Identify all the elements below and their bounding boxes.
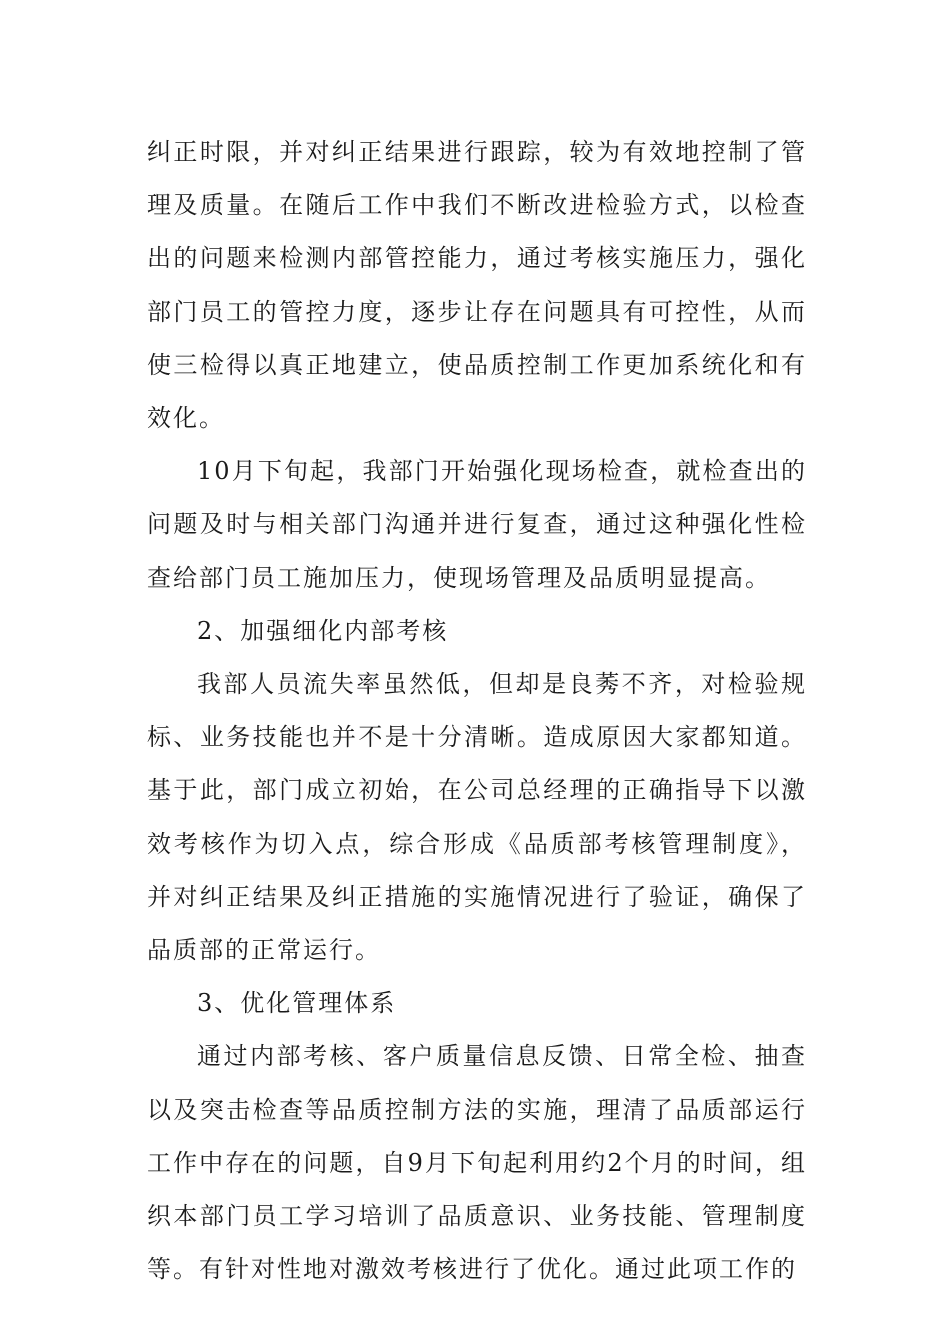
section-heading-management-system: 3、优化管理体系: [197, 989, 397, 1018]
document-page: [147, 126, 807, 1296]
paragraph-assessment-system: 我部人员流失率虽然低，但却是良莠不齐，对检验规标、业务技能也并不是十分清晰。造成原因大家都知道。基于此，部门成立初始，在公司总经理的正确指导下以激效考核作为切入点，综合形成《品质部考核管理制度》，并对纠正结果及纠正措施的实施情况进行了验证，确保了品质部的正常运行。: [147, 670, 807, 965]
paragraph-october-site-inspection: 10月下旬起，我部门开始强化现场检查，就检查出的问题及时与相关部门沟通并进行复查，通过这种强化性检查给部门员工施加压力，使现场管理及品质明显提高。: [147, 457, 807, 592]
paragraph-management-optimization: 通过内部考核、客户质量信息反馈、日常全检、抽查以及突击检查等品质控制方法的实施，理清了品质部运行工作中存在的问题，自9月下旬起利用约2个月的时间，组织本部门员工学习培训了品质意识、业务技能、管理制度等。有针对性地对激效考核进行了优化。通过此项工作的: [147, 1042, 807, 1284]
section-heading-internal-assessment: 2、加强细化内部考核: [197, 616, 449, 645]
paragraph-continued-corrective-control: 纠正时限，并对纠正结果进行跟踪，较为有效地控制了管理及质量。在随后工作中我们不断改进检验方式，以检查出的问题来检测内部管控能力，通过考核实施压力，强化部门员工的管控力度，逐步让存在问题具有可控性，从而使三检得以真正地建立，使品质控制工作更加系统化和有效化。: [147, 138, 807, 433]
